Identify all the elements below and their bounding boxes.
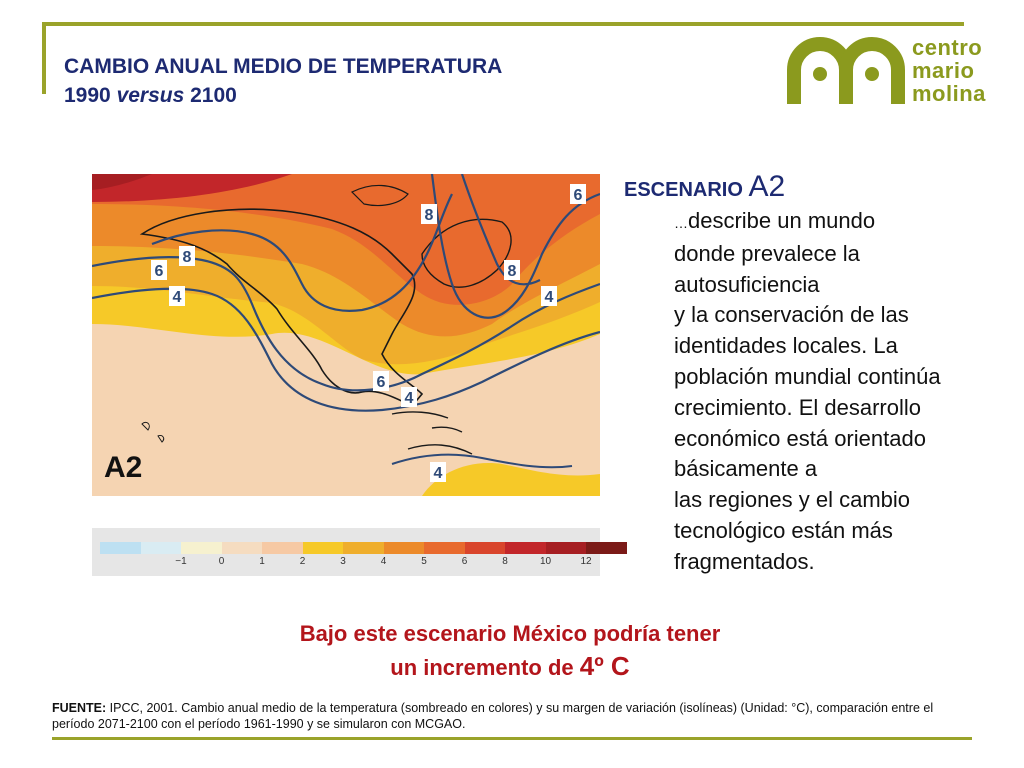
svg-text:6: 6 — [376, 374, 386, 391]
isoline-label — [169, 286, 185, 306]
legend-tick: 2 — [299, 556, 306, 567]
frame-top-rule — [42, 22, 964, 26]
svg-text:4: 4 — [172, 289, 182, 306]
svg-text:4: 4 — [404, 390, 414, 407]
color-scale-legend — [92, 528, 600, 576]
temperature-change-map — [92, 174, 600, 496]
conclusion-line-1: Bajo este escenario México podría tener — [299, 621, 721, 646]
description-line: económico está orientado — [674, 425, 926, 451]
svg-text:6: 6 — [573, 187, 583, 204]
conclusion-line-2 — [200, 650, 820, 684]
legend-swatch — [100, 542, 141, 554]
svg-text:8: 8 — [507, 263, 517, 280]
legend-tick: 12 — [580, 556, 592, 567]
legend-swatch — [424, 542, 465, 554]
logo-wordmark — [912, 36, 986, 105]
legend-swatch — [465, 542, 506, 554]
conclusion-prefix: un incremento de — [390, 655, 580, 680]
description-line-text: describe un mundo — [688, 208, 876, 233]
legend-tick: 10 — [539, 556, 552, 567]
legend-tick: 0 — [218, 556, 225, 567]
legend-swatch — [546, 542, 587, 554]
logo-word-molina: molina — [912, 81, 986, 106]
scenario-name: A2 — [748, 170, 786, 203]
conclusion-value: 4º C — [579, 651, 630, 681]
logo-word-centro: centro — [912, 35, 983, 60]
legend-swatch — [303, 542, 344, 554]
source-note — [52, 700, 962, 732]
isoline-label — [373, 371, 389, 391]
source-label: FUENTE: — [52, 701, 107, 715]
legend-tick: −1 — [175, 556, 187, 567]
legend-swatch — [181, 542, 222, 554]
scenario-prefix: ESCENARIO — [624, 179, 749, 201]
scenario-heading — [624, 170, 785, 204]
svg-text:8: 8 — [424, 207, 434, 224]
legend-tick: 4 — [380, 556, 387, 567]
legend-color-bar — [100, 542, 627, 554]
description-line: las regiones y el cambio — [674, 487, 911, 513]
legend-swatch — [505, 542, 546, 554]
svg-text:4: 4 — [544, 289, 554, 306]
title-line-2 — [64, 81, 502, 110]
logo-word-mario: mario — [912, 58, 975, 83]
map-graphic — [92, 174, 600, 496]
centro-mario-molina-logo — [786, 36, 1006, 108]
description-line — [674, 206, 1004, 239]
description-line: donde prevalece la — [674, 240, 860, 266]
isoline-label — [504, 260, 520, 280]
title-year-end: 2100 — [184, 84, 237, 107]
legend-tick: 1 — [259, 556, 265, 567]
legend-tick: 5 — [421, 556, 427, 567]
legend-swatch — [141, 542, 182, 554]
title-versus: versus — [116, 84, 185, 107]
description-line: básicamente a — [674, 456, 818, 482]
legend-swatch — [343, 542, 384, 554]
slide-title — [64, 52, 502, 110]
description-line: fragmentados. — [674, 548, 815, 574]
description-line: autosuficiencia — [674, 271, 820, 297]
description-line: crecimiento. El desarrollo — [674, 394, 921, 420]
isoline-label — [541, 286, 557, 306]
description-line: identidades locales. La — [674, 333, 898, 359]
description-line: población mundial continúa — [674, 363, 941, 389]
svg-text:8: 8 — [182, 249, 192, 266]
isoline-label — [421, 204, 437, 224]
isoline-label — [401, 387, 417, 407]
legend-tick: 3 — [340, 556, 346, 567]
map-scenario-label: A2 — [104, 451, 143, 484]
frame-bottom-rule — [52, 737, 972, 740]
scenario-description — [674, 206, 1004, 578]
legend-swatch — [262, 542, 303, 554]
svg-text:4: 4 — [433, 465, 443, 482]
logo-mark-icon — [786, 36, 906, 108]
conclusion-text — [200, 618, 820, 684]
ellipsis: … — [674, 215, 688, 231]
isoline-label — [179, 246, 195, 266]
title-line-1: CAMBIO ANUAL MEDIO DE TEMPERATURA — [64, 55, 503, 78]
isoline-label — [151, 260, 167, 280]
legend-swatch — [586, 542, 627, 554]
description-line: tecnológico están más — [674, 517, 893, 543]
legend-tick: 8 — [502, 556, 508, 567]
description-line: y la conservación de las — [674, 302, 909, 328]
frame-left-rule — [42, 22, 46, 94]
title-year-start: 1990 — [64, 84, 117, 107]
isoline-label — [570, 184, 586, 204]
legend-swatch — [384, 542, 425, 554]
legend-tick: 6 — [461, 556, 468, 567]
source-text: IPCC, 2001. Cambio anual medio de la temperatura (sombreado en colores) y su margen de variación (isolíneas) (Unidad: °C), comparación entre el período 2071-2100 con el período 1961-1990 y se simularon con MCGAO. — [52, 701, 934, 731]
legend-swatch — [222, 542, 263, 554]
isoline-label — [430, 462, 446, 482]
svg-text:6: 6 — [154, 263, 164, 280]
